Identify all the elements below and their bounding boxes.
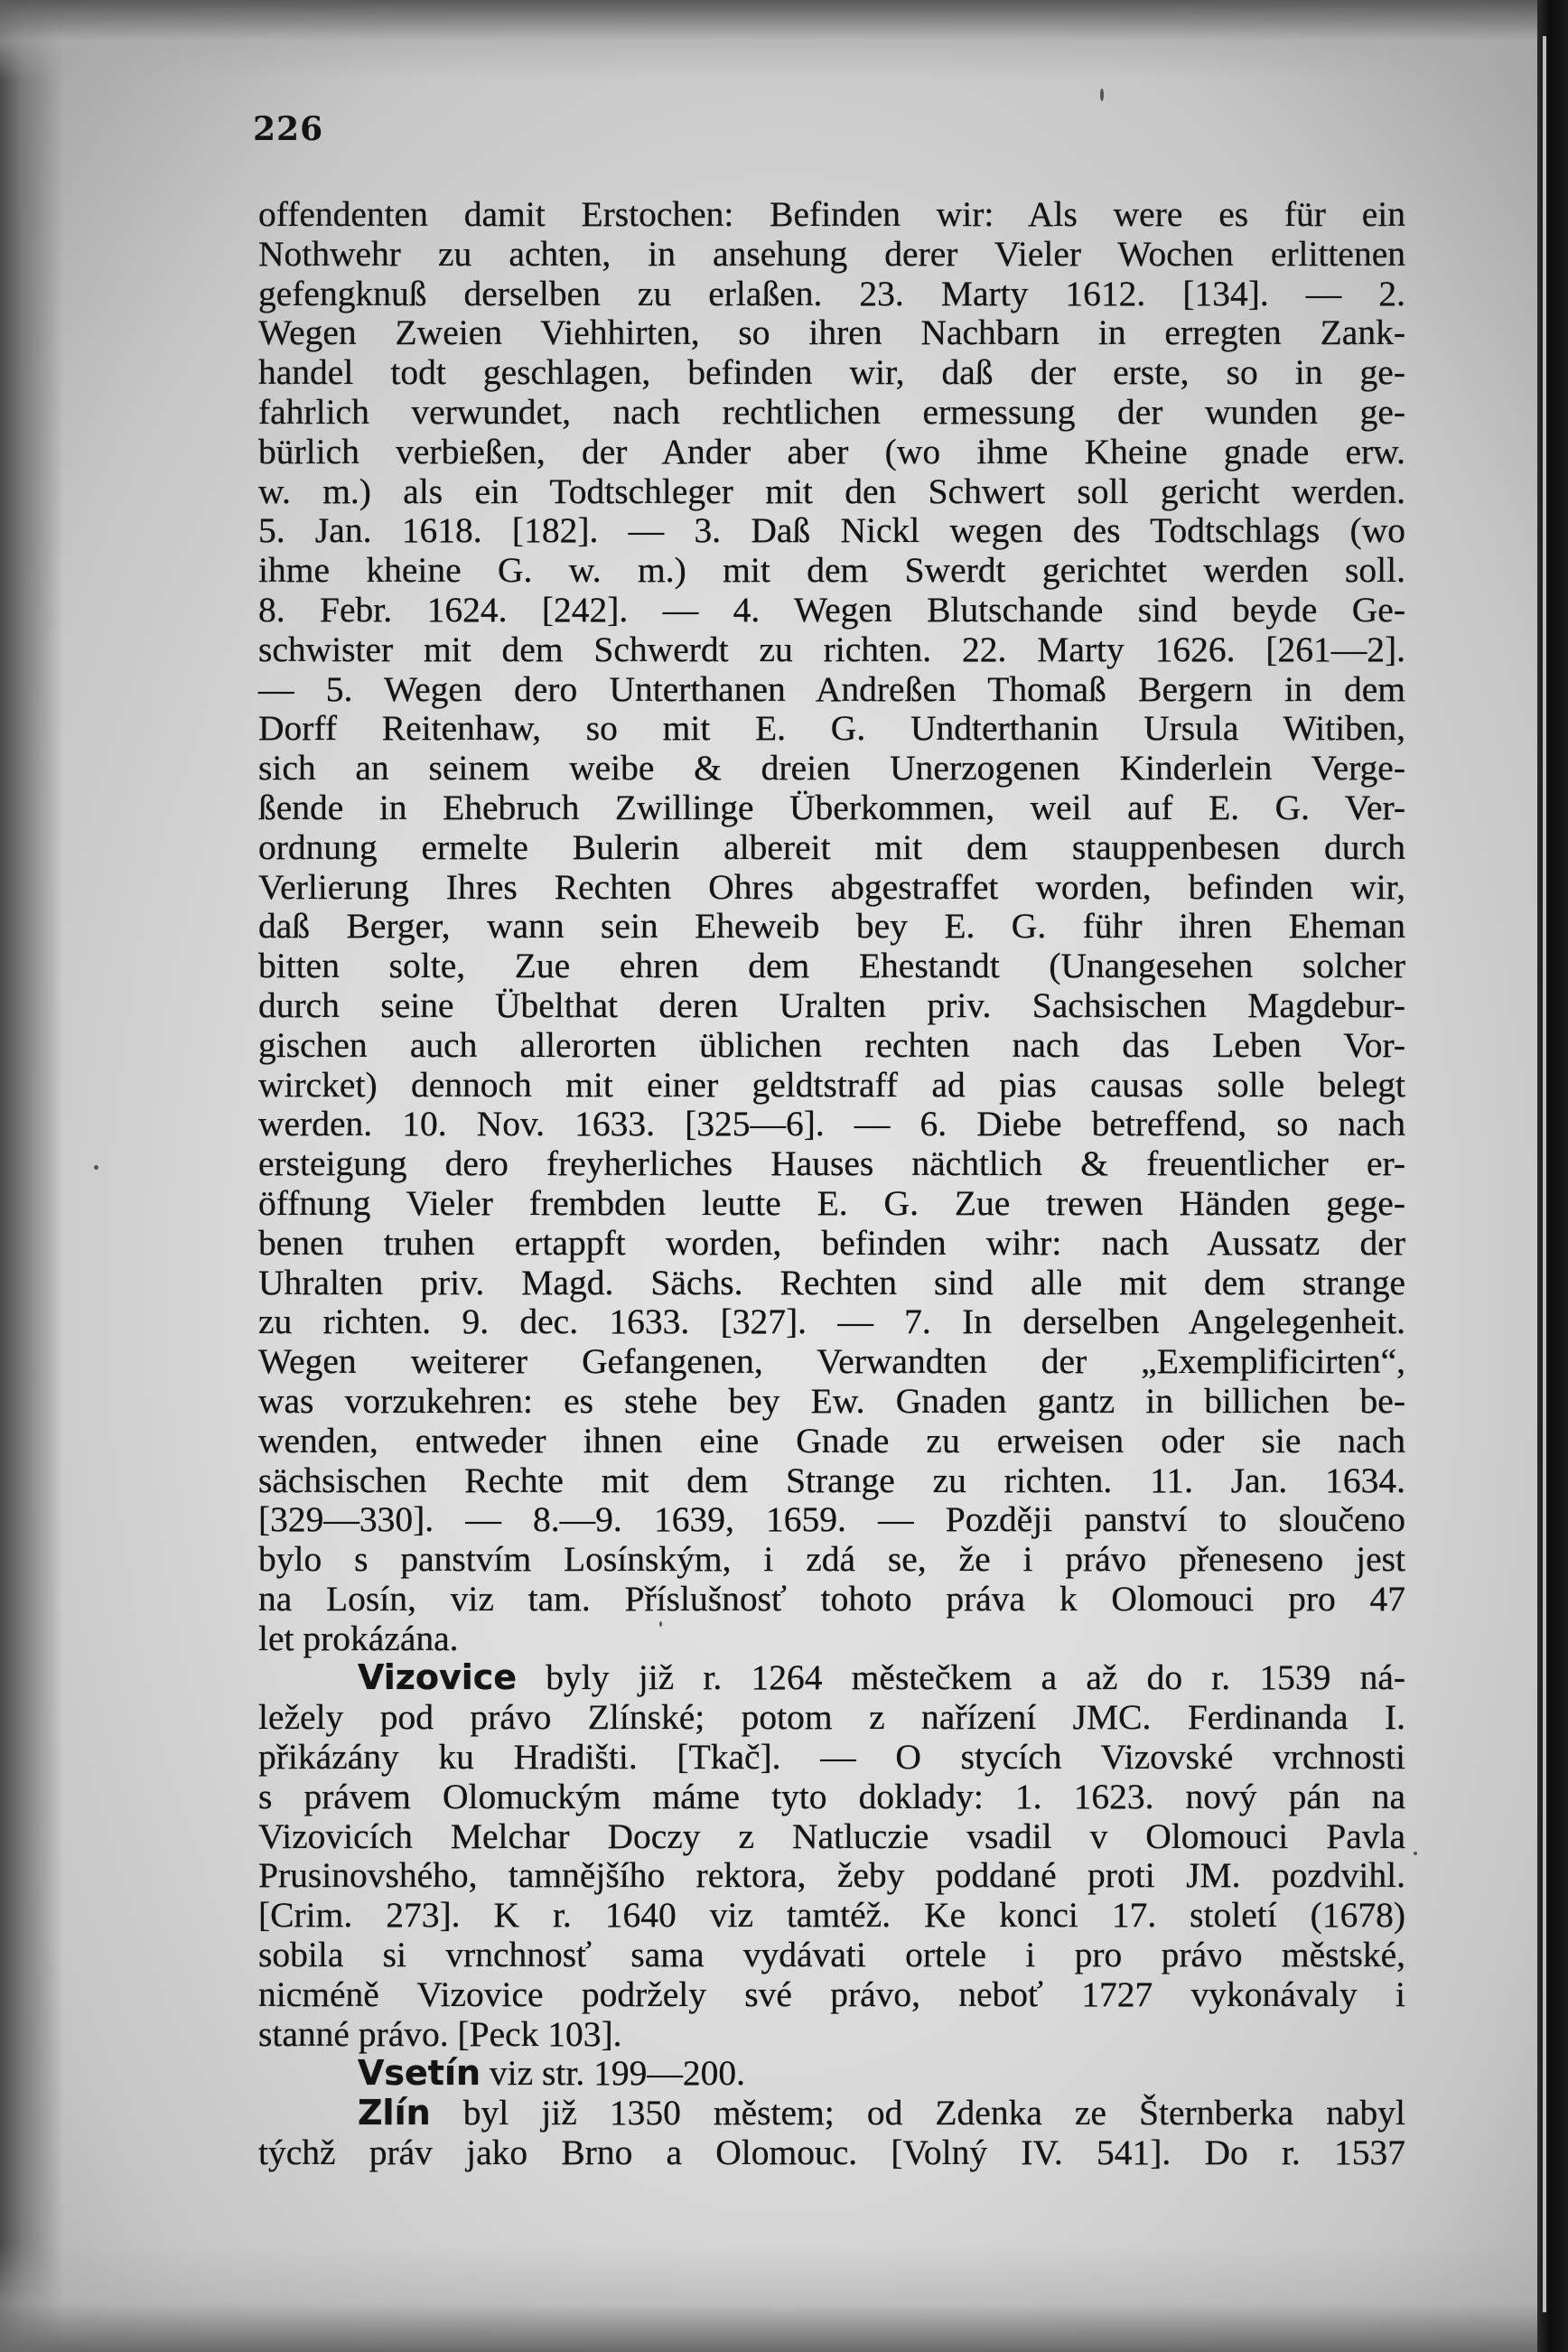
text-line (258, 749, 1405, 789)
text-line (258, 2133, 1405, 2173)
text-line (258, 2015, 1405, 2055)
line-text: viz str. 199—200. (481, 2053, 745, 2094)
text-line (258, 1184, 1405, 1224)
text-line (258, 472, 1405, 512)
line-text: fahrlich verwundet, nach rechtlichen ermessung der wunden ge- (258, 391, 1405, 432)
text-line (258, 1975, 1405, 2015)
line-text: byly již r. 1264 městečkem a až do r. 1539 ná- (517, 1657, 1405, 1698)
text-line (258, 986, 1405, 1026)
line-text: benen truhen ertappft worden, befinden wihr: nach Aussatz der (258, 1222, 1405, 1263)
text-line (258, 591, 1405, 630)
line-text: sich an seinem weibe & dreien Unerzogenen Kinderlein Verge- (258, 748, 1405, 789)
text-line (258, 709, 1405, 749)
text-line (258, 947, 1405, 986)
text-line (258, 1264, 1405, 1303)
line-text: Vizovicích Melchar Doczy z Natluczie vsadil v Olomouci Pavla (258, 1815, 1405, 1856)
line-text: stanné právo. [Peck 103]. (258, 2013, 622, 2054)
page-number: 226 (253, 110, 324, 148)
text-line (258, 1778, 1405, 1817)
text-line (258, 1026, 1405, 1066)
line-text: 8. Febr. 1624. [242]. — 4. Wegen Blutschande sind beyde Ge- (258, 589, 1405, 630)
top-edge-shadow (0, 0, 1568, 81)
text-line (258, 235, 1405, 275)
text-line (258, 1698, 1405, 1738)
text-line (258, 1580, 1405, 1619)
binding-shadow (0, 0, 63, 2352)
scan-speck (1100, 89, 1104, 101)
line-text: ležely pod právo Zlínské; potom z nařízení JMC. Ferdinanda I. (258, 1697, 1405, 1738)
text-line (258, 670, 1405, 710)
scan-speck (94, 1165, 98, 1170)
text-line (258, 1066, 1405, 1106)
text-line (258, 1936, 1405, 1975)
line-text: Dorff Reitenhaw, so mit E. G. Undterthanin Ursula Witiben, (258, 708, 1405, 749)
line-text: byl již 1350 městem; od Zdenka ze Šternberka nabyl (430, 2093, 1405, 2133)
entry-keyword: Zlín (358, 2093, 431, 2133)
text-line (258, 1619, 1405, 1659)
text-line (258, 868, 1405, 908)
text-line (258, 275, 1405, 314)
text-line (258, 1658, 1405, 1698)
text-line (258, 511, 1405, 551)
text-line (258, 907, 1405, 947)
line-text: daß Berger, wann sein Eheweib bey E. G. führ ihren Eheman (258, 906, 1405, 947)
text-line (258, 1856, 1405, 1896)
line-text: let prokázána. (258, 1618, 459, 1658)
line-text: handel todt geschlagen, befinden wir, daß der erste, so in ge- (258, 352, 1405, 393)
scan-speck (1414, 1852, 1417, 1855)
bottom-edge-shadow (0, 2244, 1568, 2352)
line-text: sobila si vrnchnosť sama vydávati ortele i pro právo městské, (258, 1935, 1405, 1975)
line-text: ersteigung dero freyherliches Hauses nächtlich & freuentlicher er- (258, 1143, 1405, 1184)
line-text: Wegen weiterer Gefangenen, Verwandten der „Exemplificirten“, (258, 1341, 1405, 1382)
text-line (258, 1342, 1405, 1382)
line-text: w. m.) als ein Todtschleger mit den Schwert soll gericht werden. (258, 471, 1405, 511)
line-text: ßende in Ehebruch Zwillinge Überkommen, weil auf E. G. Ver- (258, 787, 1405, 827)
line-text: na Losín, viz tam. Příslušnosť tohoto práva k Olomouci pro 47 (258, 1578, 1405, 1619)
text-line (258, 828, 1405, 868)
text-line (258, 433, 1405, 472)
line-text: schwister mit dem Schwerdt zu richten. 22. Marty 1626. [261—2]. (258, 629, 1405, 669)
text-line (258, 195, 1405, 235)
line-text: bylo s panstvím Losínským, i zdá se, že i právo přeneseno jest (258, 1539, 1405, 1580)
entry-keyword: Vsetín (358, 2053, 481, 2094)
text-line (258, 1224, 1405, 1264)
text-line (258, 1738, 1405, 1778)
text-line (258, 353, 1405, 393)
text-line (258, 1540, 1405, 1580)
line-text: offendenten damit Erstochen: Befinden wir: Als were es für ein (258, 194, 1405, 234)
text-line (258, 1817, 1405, 1857)
text-line (258, 1422, 1405, 1461)
line-text: přikázány ku Hradišti. [Tkač]. — O stycích Vizovské vrchnosti (258, 1737, 1405, 1778)
line-text: s právem Olomuckým máme tyto doklady: 1. 1623. nový pán na (258, 1776, 1405, 1816)
line-text: — 5. Wegen dero Unterthanen Andreßen Thomaß Bergern in dem (258, 668, 1405, 709)
text-line (258, 1144, 1405, 1184)
text-line (258, 1105, 1405, 1144)
line-text: ihme kheine G. w. m.) mit dem Swerdt gerichtet werden soll. (258, 550, 1405, 591)
text-line (258, 1382, 1405, 1422)
page-edge-highlight (1543, 36, 1546, 2312)
line-text: wircket) dennoch mit einer geldtstraff ad pias causas solle belegt (258, 1064, 1405, 1105)
text-line (258, 2054, 1405, 2094)
line-text: was vorzukehren: es stehe bey Ew. Gnaden gantz in billichen be- (258, 1380, 1405, 1421)
text-line (258, 1461, 1405, 1501)
line-text: gefengknuß derselben zu erlaßen. 23. Marty 1612. [134]. — 2. (258, 273, 1405, 313)
line-text: ordnung ermelte Bulerin albereit mit dem stauppenbesen durch (258, 826, 1405, 867)
line-text: gischen auch allerorten üblichen rechten nach das Leben Vor- (258, 1024, 1405, 1065)
line-text: bürlich verbießen, der Ander aber (wo ihme Kheine gnade erw. (258, 431, 1405, 471)
text-line (258, 1896, 1405, 1936)
text-line (258, 1500, 1405, 1540)
text-line (258, 2094, 1405, 2133)
line-text: Prusinovshého, tamnějšího rektora, žeby poddané proti JM. pozdvihl. (258, 1855, 1405, 1896)
text-line (258, 313, 1405, 353)
text-line (258, 393, 1405, 433)
line-text: [329—330]. — 8.—9. 1639, 1659. — Později panství to sloučeno (258, 1499, 1405, 1540)
line-text: Wegen Zweien Viehhirten, so ihren Nachbarn in erregten Zank- (258, 313, 1405, 353)
line-text: Uhralten priv. Magd. Sächs. Rechten sind alle mit dem strange (258, 1262, 1405, 1302)
line-text: Verlierung Ihres Rechten Ohres abgestraffet worden, befinden wir, (258, 866, 1405, 907)
text-line (258, 789, 1405, 828)
line-text: werden. 10. Nov. 1633. [325—6]. — 6. Diebe betreffend, so nach (258, 1104, 1405, 1144)
line-text: Nothwehr zu achten, in ansehung derer Vieler Wochen erlittenen (258, 233, 1405, 274)
line-text: bitten solte, Zue ehren dem Ehestandt (Unangesehen solcher (258, 946, 1405, 986)
line-text: sächsischen Rechte mit dem Strange zu richten. 11. Jan. 1634. (258, 1460, 1405, 1500)
text-line (258, 551, 1405, 591)
line-text: 5. Jan. 1618. [182]. — 3. Daß Nickl wegen des Todtschlags (wo (258, 510, 1405, 551)
line-text: durch seine Übelthat deren Uralten priv. Sachsischen Magdebur- (258, 985, 1405, 1025)
line-text: zu richten. 9. dec. 1633. [327]. — 7. In derselben Angelegenheit. (258, 1302, 1405, 1342)
text-line (258, 630, 1405, 670)
entry-keyword: Vizovice (358, 1657, 518, 1698)
text-line (258, 1302, 1405, 1342)
line-text: týchž práv jako Brno a Olomouc. [Volný IV. 541]. Do r. 1537 (258, 2133, 1405, 2173)
line-text: [Crim. 273]. K r. 1640 viz tamtéž. Ke konci 17. století (1678) (258, 1895, 1405, 1936)
body-text (258, 195, 1405, 2173)
line-text: öffnung Vieler frembden leutte E. G. Zue trewen Händen gege- (258, 1182, 1405, 1223)
line-text: nicméně Vizovice podržely své právo, neboť 1727 vykonávaly i (258, 1974, 1405, 2014)
line-text: wenden, entweder ihnen eine Gnade zu erweisen oder sie nach (258, 1420, 1405, 1461)
